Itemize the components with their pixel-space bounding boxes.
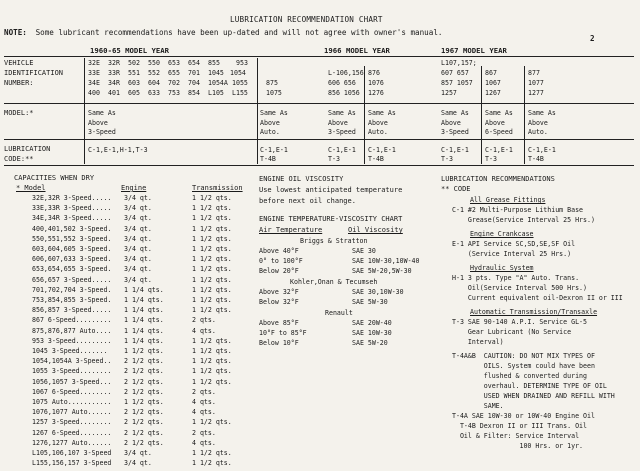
capacity-transmission: 1 1/2 qts. (192, 275, 232, 284)
capacity-engine: 3/4 qt. (124, 204, 152, 213)
oil-grade: SAE 20W-40 (352, 319, 392, 327)
vehicle-id-1967: 1067 (485, 79, 501, 87)
rec-line: Interval) (452, 338, 504, 346)
capacity-model: 32E,32R 3-Speed..... (32, 194, 112, 202)
vehicle-label-1: VEHICLE (4, 59, 34, 67)
vehicle-id-1960: L155 (232, 89, 248, 97)
capacity-transmission: 1 1/2 qts. (192, 194, 232, 202)
rec-t4ab-line: SAME. (452, 402, 504, 410)
lube-code-c6b: T-3 (485, 155, 497, 163)
vehicle-id-1960: 753 (168, 89, 180, 97)
model-cell-c3: Same As (328, 109, 356, 117)
capacity-transmission: 1 1/2 qts. (192, 296, 232, 304)
rec-line: Gear Lubricant (No Service (452, 328, 572, 336)
model-cell-c2: Above (260, 118, 280, 127)
vehicle-id-1966: 606 656 (328, 79, 356, 87)
vehicle-id-1967: 1077 (528, 79, 544, 87)
capacity-model: 875,876,877 Auto.... (32, 326, 112, 335)
rec-t4ab-line: T-4A&B CAUTION: DO NOT MIX TYPES OF (452, 352, 595, 360)
rec-line: C-1 #2 Multi-Purpose Lithium Base (452, 206, 584, 214)
rec-line: T-3 SAE 90-140 A.P.I. Service GL-5 (452, 318, 587, 326)
capacity-transmission: 1 1/2 qts. (192, 285, 232, 294)
vehicle-id-1960: 550 (148, 59, 160, 67)
capacity-transmission: 2 qts. (192, 428, 216, 437)
capacity-engine: 2 1/2 qts. (124, 387, 164, 396)
model-cell-c6: Same As (485, 109, 513, 117)
temperature-range: Below 20°F (259, 267, 299, 275)
capacity-transmission: 1 1/2 qts. (192, 245, 232, 253)
capacity-engine: 1 1/4 qts. (124, 336, 164, 345)
rec-t4ab-line: OILS. System could have been (452, 362, 595, 370)
model-cell-c4: Same As (368, 109, 396, 117)
temperature-range: Above 85°F (259, 319, 299, 327)
capacity-engine: 2 1/2 qts. (124, 428, 164, 437)
capacity-model: 653,654,655 3-Speed. (32, 265, 112, 274)
capacity-engine: 3/4 qt. (124, 214, 152, 223)
vehicle-id-1960: 1045 (208, 69, 224, 77)
capacity-model: 606,607,633 3-Speed. (32, 255, 112, 264)
rec-line: Oil(Service Interval 500 Hrs.) (452, 284, 587, 292)
lube-code-c5a: C-1,E-1 (441, 146, 469, 154)
model-cell-c2: Auto. (260, 128, 280, 136)
capacity-model: 867 6-Speed......... (32, 316, 112, 325)
vehicle-id-1960: 854 (188, 89, 200, 97)
capacity-model: 34E,34R 3-Speed..... (32, 214, 112, 223)
capacity-model: 701,702,704 3-Speed. (32, 285, 112, 294)
row-rule (4, 139, 634, 140)
rec-filter-1: Oil & Filter: Service Interval (452, 432, 580, 440)
viscosity-line1: Use lowest anticipated temperature (259, 186, 403, 194)
rec-line: (Service Interval 25 Hrs.) (452, 250, 572, 258)
vehicle-id-1960: 655 (168, 69, 180, 77)
rec-t4ab-line: USED WHEN DRAINED AND REFILL WITH (452, 392, 615, 400)
capacity-model: 1055 3-Speed........ (32, 367, 112, 376)
vehicle-id-1966: L-106,156 (328, 69, 364, 77)
vehicle-id-1960: 1054A (208, 79, 228, 87)
capacity-engine: 1 1/4 qts. (124, 285, 164, 294)
model-cell-c7: Auto. (528, 128, 548, 136)
vehicle-id-1967: 607 657 (441, 69, 469, 77)
capacity-transmission: 1 1/2 qts. (192, 449, 232, 457)
capacity-model: 1076,1077 Auto...... (32, 408, 112, 417)
code-header: ** CODE (441, 185, 471, 193)
engine-brand: Briggs & Stratton (300, 237, 368, 245)
rec-heading: Hydraulic System (470, 264, 534, 272)
vehicle-id-1960: 551 (128, 69, 140, 77)
vehicle-id-1960: 654 (188, 59, 200, 67)
vehicle-id-1960: 604 (148, 79, 160, 87)
oil-grade: SAE 30,10W-30 (352, 288, 404, 296)
lube-code-c7a: C-1,E-1 (528, 146, 556, 154)
capacity-engine: 2 1/2 qts. (124, 418, 164, 427)
capacity-engine: 1 1/2 qts. (124, 347, 164, 355)
lube-code-c4a: C-1,E-1 (368, 146, 396, 154)
vehicle-id-1960: 34E (88, 79, 100, 87)
vehicle-id-1960: 400 (88, 89, 100, 97)
model-year-1960: 1960-65 MODEL YEAR (90, 46, 170, 55)
model-cell-c1: Same As (88, 109, 116, 117)
lube-code-c3a: C-1,E-1 (328, 146, 356, 154)
rec-heading: Automatic Transmission/Transaxle (470, 308, 598, 316)
oil-grade: SAE 5W-20,5W-30 (352, 267, 412, 275)
vehicle-id-1960: 875 (266, 79, 278, 87)
col-rule (364, 66, 365, 164)
capacity-model: 1056,1057 3-Speed... (32, 377, 112, 386)
row-rule (4, 103, 634, 104)
col-rule (84, 58, 85, 164)
col-rule (524, 66, 525, 164)
vehicle-id-1960: 953 (236, 59, 248, 67)
engine-brand: Renault (325, 309, 353, 317)
model-label: MODEL:* (4, 109, 34, 117)
capacity-transmission: 1 1/2 qts. (192, 224, 232, 233)
capacity-engine: 2 1/2 qts. (124, 367, 164, 376)
capacity-model: 1267 6-Speed........ (32, 428, 112, 437)
vehicle-id-1960: 1055 (232, 79, 248, 87)
recommendations-title: LUBRICATION RECOMMENDATIONS (441, 175, 555, 183)
vehicle-id-1960: 32E (88, 59, 100, 67)
cap-header-engine: Engine (121, 184, 147, 192)
viscosity-title: ENGINE OIL VISCOSITY (259, 175, 344, 183)
rec-filter-2: 100 Hrs. or 1yr. (452, 442, 584, 450)
capacity-engine: 3/4 qt. (124, 194, 152, 202)
model-cell-c3: 3-Speed (328, 128, 356, 136)
capacity-engine: 2 1/2 qts. (124, 438, 164, 447)
vehicle-id-1967: 867 (485, 69, 497, 77)
col-rule (257, 58, 258, 164)
viscosity-line2: before next oil change. (259, 197, 356, 205)
capacity-model: 1257 3-Speed........ (32, 418, 112, 427)
vehicle-id-1960: 502 (128, 59, 140, 67)
vehicle-id-1960: 605 (128, 89, 140, 97)
rec-line: H-1 3 pts. Type "A" Auto. Trans. (452, 274, 580, 282)
capacity-engine: 1 1/4 qts. (124, 306, 164, 315)
capacity-engine: 3/4 qt. (124, 275, 152, 284)
capacity-model: 1276,1277 Auto...... (32, 438, 112, 447)
vehicle-id-1960: 34R (108, 79, 120, 87)
vehicle-id-1960: 33E (88, 69, 100, 77)
capacity-transmission: 1 1/2 qts. (192, 234, 232, 243)
vehicle-id-1960: 653 (168, 59, 180, 67)
capacity-engine: 3/4 qt. (124, 224, 152, 233)
vehicle-id-1967: 877 (528, 69, 540, 77)
capacity-transmission: 1 1/2 qts. (192, 367, 232, 376)
page-number: 2 (590, 34, 595, 43)
capacity-model: 1045 3-Speed....... (32, 347, 108, 355)
rec-line: E-1 API Service SC,SD,SE,SF Oil (452, 240, 576, 248)
capacity-transmission: 4 qts. (192, 398, 216, 406)
vehicle-id-1966: 856 1056 (328, 89, 360, 97)
col-rule (481, 66, 482, 164)
capacity-engine: 3/4 qt. (124, 449, 152, 457)
capacity-engine: 1 1/4 qts. (124, 296, 164, 304)
engine-brand: Kohler,Onan & Tecumseh (290, 278, 378, 286)
note-label: NOTE: (4, 28, 27, 37)
model-cell-c5: 3-Speed (441, 128, 469, 136)
vehicle-id-1960: 33R (108, 69, 120, 77)
model-cell-c7: Above (528, 118, 548, 127)
model-cell-c4: Auto. (368, 128, 388, 136)
capacity-transmission: 1 1/2 qts. (192, 377, 232, 386)
capacity-model: 953 3-Speed......... (32, 336, 112, 345)
capacity-engine: 3/4 qt. (124, 459, 152, 468)
capacity-engine: 3/4 qt. (124, 265, 152, 274)
model-cell-c2: Same As (260, 109, 288, 117)
vehicle-id-1966: 1076 (368, 79, 384, 87)
capacity-model: 753,854,855 3-Speed. (32, 296, 112, 304)
year-header-rule (4, 56, 634, 57)
model-year-1966: 1966 MODEL YEAR (324, 46, 390, 55)
capacity-engine: 2 1/2 qts. (124, 408, 164, 417)
model-year-1967: 1967 MODEL YEAR (441, 46, 507, 55)
vehicle-id-1960: 1075 (266, 89, 282, 97)
model-cell-c7: Same As (528, 109, 556, 117)
lube-code-c2b: T-4B (260, 155, 276, 163)
rec-t4b: T-4B Dexron II or III Trans. Oil (452, 422, 587, 430)
capacity-engine: 1 1/4 qts. (124, 316, 164, 325)
rec-line: Grease(Service Interval 25 Hrs.) (452, 216, 595, 224)
rec-heading: Engine Crankcase (470, 230, 534, 238)
lube-code-c7b: T-4B (528, 155, 544, 163)
temperature-range: Below 10°F (259, 339, 299, 347)
vehicle-id-1967: 1267 (485, 89, 501, 97)
temperature-range: Above 40°F (259, 247, 299, 255)
lube-code-c3b: T-3 (328, 155, 340, 163)
oil-grade: SAE 10W-30,10W-40 (352, 257, 420, 265)
capacity-engine: 3/4 qt. (124, 255, 152, 264)
section-rule (4, 165, 634, 166)
oil-grade: SAE 30 (352, 247, 376, 255)
rec-heading: All Grease Fittings (470, 196, 546, 204)
vehicle-id-1960: 603 (128, 79, 140, 87)
vehicle-id-1960: 855 (208, 59, 220, 67)
oil-grade: SAE 5W-30 (352, 298, 388, 306)
vehicle-id-1960: 704 (188, 79, 200, 87)
rec-t4ab-line: overhaul. DETERMINE TYPE OF OIL (452, 382, 607, 390)
rec-t4ab-line: flushed & converted during (452, 372, 587, 380)
oil-grade: SAE 5W-20 (352, 339, 388, 347)
model-cell-c1: 3-Speed (88, 128, 116, 136)
capacity-transmission: 1 1/2 qts. (192, 214, 232, 223)
vehicle-id-1967: 1257 (441, 89, 457, 97)
capacity-transmission: 4 qts. (192, 408, 216, 417)
model-cell-c6: Above (485, 118, 505, 127)
capacity-transmission: 1 1/2 qts. (192, 459, 232, 468)
capacity-transmission: 1 1/2 qts. (192, 265, 232, 274)
capacity-engine: 3/4 qt. (124, 245, 152, 253)
capacity-transmission: 1 1/2 qts. (192, 204, 232, 213)
rec-t4a: T-4A SAE 10W-30 or 10W-40 Engine Oil (452, 412, 595, 420)
capacity-transmission: 2 qts. (192, 387, 216, 396)
capacity-transmission: 2 qts. (192, 316, 216, 325)
lube-code-c5b: T-3 (441, 155, 453, 163)
vehicle-id-1960: 401 (108, 89, 120, 97)
capacity-model: 1075 Auto........... (32, 398, 112, 406)
model-cell-c3: Above (328, 118, 348, 127)
capacity-transmission: 4 qts. (192, 438, 216, 447)
code-label: CODE:** (4, 155, 34, 163)
vehicle-id-1960: 633 (148, 89, 160, 97)
capacity-transmission: 1 1/2 qts. (192, 347, 232, 355)
capacity-engine: 3/4 qt. (124, 234, 152, 243)
lube-code-c6a: C-1,E-1 (485, 146, 513, 154)
vehicle-id-1966: 876 (368, 69, 380, 77)
lubrication-label: LUBRICATION (4, 145, 51, 153)
capacity-transmission: 1 1/2 qts. (192, 418, 232, 427)
vehicle-id-1960: 552 (148, 69, 160, 77)
vehicle-id-1960: 701 (188, 69, 200, 77)
lube-code-c2a: C-1,E-1 (260, 146, 288, 154)
model-cell-c6: 6-Speed (485, 128, 513, 136)
capacity-engine: 2 1/2 qts. (124, 377, 164, 386)
capacity-engine: 1 1/4 qts. (124, 326, 164, 335)
capacity-model: 603,604,605 3-Speed. (32, 245, 112, 253)
capacity-transmission: 4 qts. (192, 326, 216, 335)
lube-code-c1: C-1,E-1,H-1,T-3 (88, 146, 148, 154)
vehicle-id-1967: 857 1057 (441, 79, 473, 87)
capacity-transmission: 1 1/2 qts. (192, 336, 232, 345)
vehicle-id-1966: 1276 (368, 89, 384, 97)
oil-grade: SAE 10W-30 (352, 329, 392, 337)
capacity-model: 400,401,502 3-Speed. (32, 224, 112, 233)
capacity-model: 1054,1054A 3-Speed.. (32, 357, 112, 366)
cap-header-transmission: Transmission (192, 184, 243, 192)
capacity-transmission: 1 1/2 qts. (192, 255, 232, 264)
oil-visc-header: Oil Viscosity (348, 226, 403, 234)
capacity-transmission: 1 1/2 qts. (192, 357, 232, 366)
vehicle-id-1960: 32R (108, 59, 120, 67)
capacity-model: 33E,33R 3-Speed..... (32, 204, 112, 213)
capacity-model: 656,657 3-Speed..... (32, 275, 112, 284)
vehicle-id-1960: L105 (208, 89, 224, 97)
capacities-title: CAPACITIES WHEN DRY (14, 174, 95, 182)
vehicle-label-2: IDENTIFICATION (4, 69, 64, 77)
model-cell-c5: Same As (441, 109, 469, 117)
capacity-model: L155,156,157 3-Speed (32, 459, 112, 468)
temperature-range: Below 32°F (259, 298, 299, 306)
model-cell-c5: Above (441, 118, 461, 127)
vehicle-label-3: NUMBER: (4, 79, 34, 87)
rec-line: Current equivalent oil-Dexron II or III (452, 294, 623, 302)
vehicle-id-1967: L107,157; (441, 59, 477, 67)
viscosity-chart-title: ENGINE TEMPERATURE-VISCOSITY CHART (259, 215, 403, 223)
capacity-model: 550,551,552 3-Speed. (32, 234, 112, 243)
vehicle-id-1967: 1277 (528, 89, 544, 97)
temperature-range: 0° to 100°F (259, 257, 303, 265)
air-temp-header: Air Temperature (259, 226, 323, 234)
temperature-range: 10°F to 85°F (259, 329, 307, 337)
model-cell-c4: Above (368, 118, 388, 127)
capacity-engine: 1 1/2 qts. (124, 398, 164, 406)
temperature-range: Above 32°F (259, 288, 299, 296)
capacity-model: 1067 6-Speed........ (32, 387, 112, 396)
capacity-model: L105,106,107 3-Speed (32, 449, 112, 457)
capacity-model: 856,857 3-Speed..... (32, 306, 112, 315)
lube-code-c4b: T-4B (368, 155, 384, 163)
model-cell-c1: Above (88, 118, 108, 127)
capacity-engine: 2 1/2 qts. (124, 357, 164, 366)
vehicle-id-1960: 1054 (230, 69, 246, 77)
capacity-transmission: 1 1/2 qts. (192, 306, 232, 315)
chart-title: LUBRICATION RECOMMENDATION CHART (230, 15, 383, 24)
note-text: Some lubricant recommendations have been up-dated and will not agree with owner's manual. (31, 28, 443, 37)
vehicle-id-1960: 702 (168, 79, 180, 87)
cap-header-model: * Model (16, 184, 46, 192)
